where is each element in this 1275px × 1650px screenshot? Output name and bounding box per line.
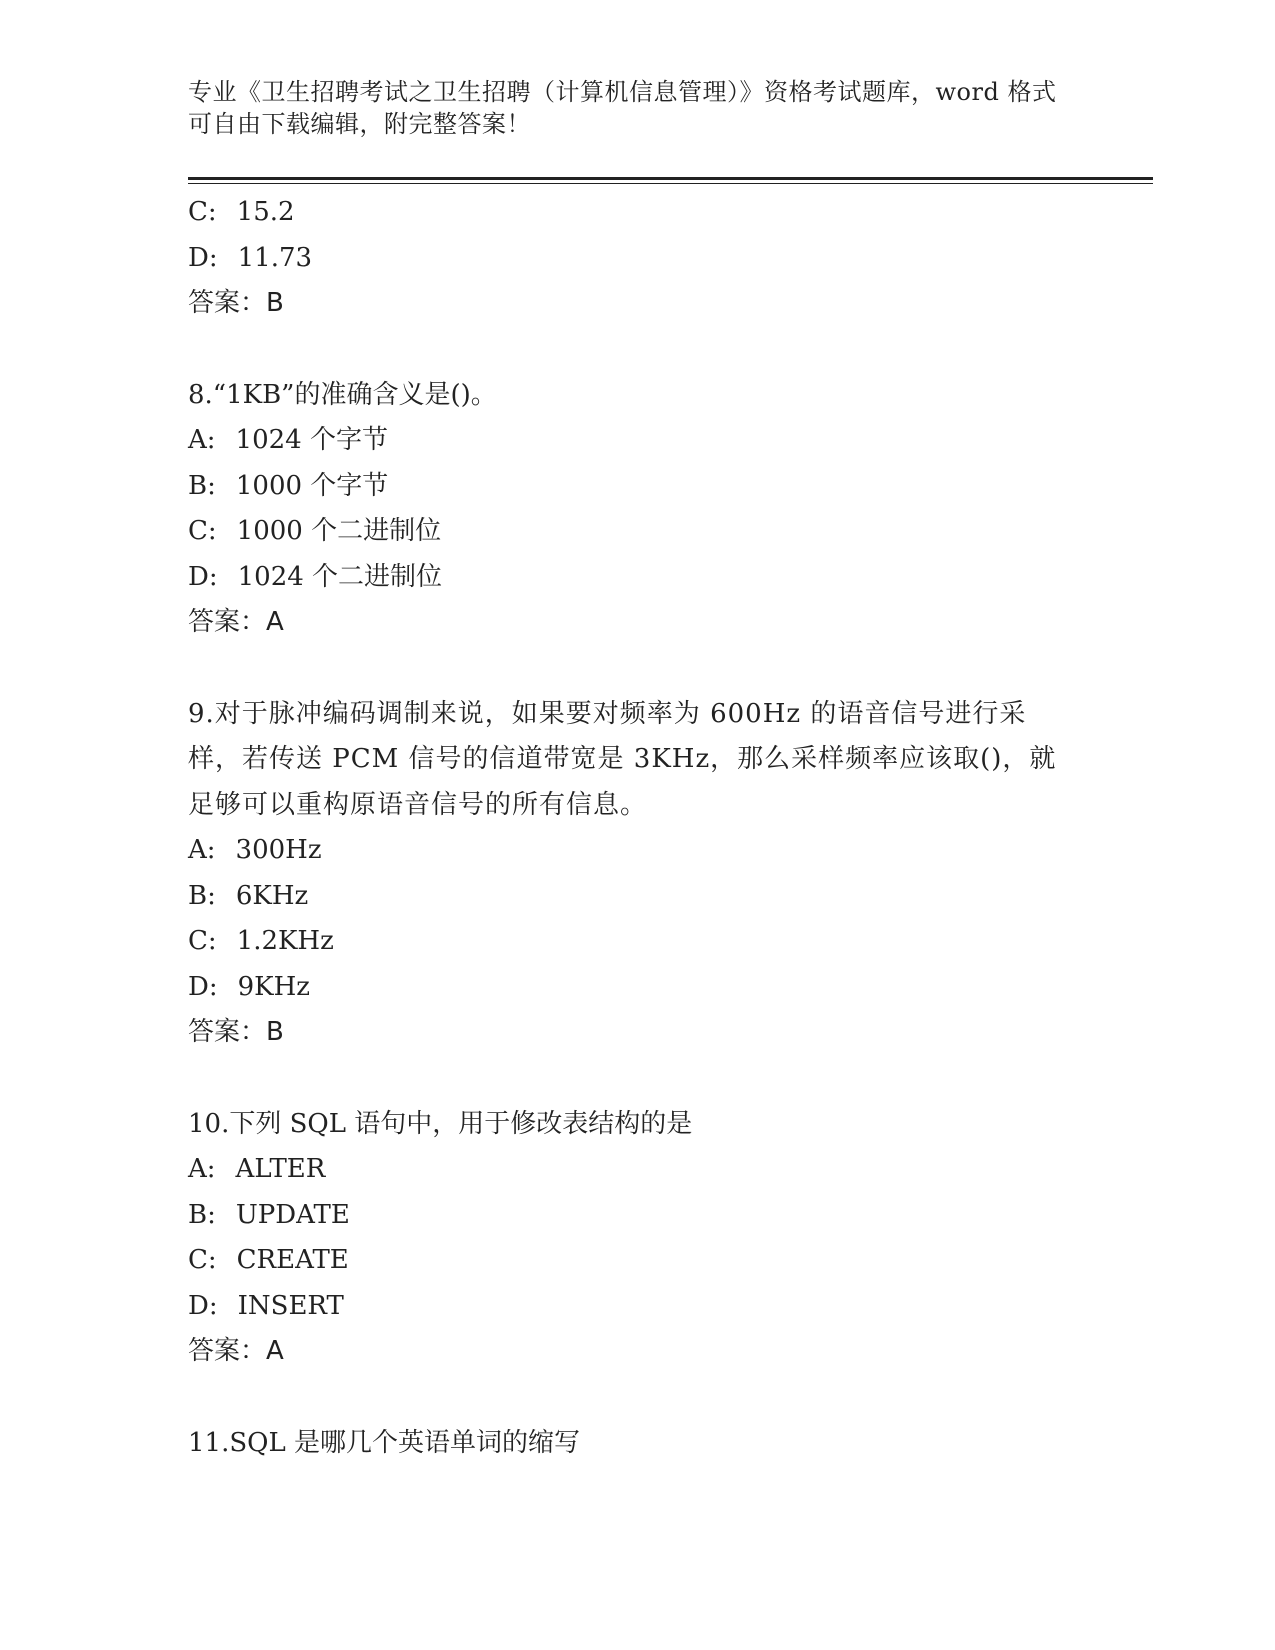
question-stem: 8.“1KB”的准确含义是()。 [188,379,497,410]
question-stem-line-1: 9.对于脉冲编码调制来说，如果要对频率为 600Hz 的语音信号进行采 [188,698,1027,729]
option-d: D: INSERT [188,1290,344,1321]
option-a: A: 300Hz [188,835,322,865]
option-d: D: 9KHz [188,971,310,1002]
question-stem: 10.下列 SQL 语句中，用于修改表结构的是 [188,1108,693,1139]
answer-line: 答案：A [188,1336,284,1366]
question-list [188,190,1068,1466]
option-c: C: 1000 个二进制位 [188,516,442,546]
answer-line: 答案：B [188,1017,284,1047]
question-stem: 11.SQL 是哪几个英语单词的缩写 [188,1427,581,1458]
option-c: C: 1.2KHz [188,926,334,956]
option-c: C: 15.2 [188,197,295,227]
header-line-2: 可自由下载编辑，附完整答案！ [188,110,531,138]
header-divider-thin [188,183,1153,184]
answer-line: 答案：A [188,607,284,637]
option-d: D: 1024 个二进制位 [188,561,443,592]
question-stem-line-3: 足够可以重构原语音信号的所有信息。 [188,789,648,820]
answer-line: 答案：B [188,288,284,318]
document-header [188,76,1068,140]
option-b: B: 1000 个字节 [188,470,389,501]
option-b: B: 6KHz [188,880,309,911]
question-11 [188,1421,1068,1467]
question-8 [188,373,1068,646]
header-line-1: 专业《卫生招聘考试之卫生招聘（计算机信息管理）》资格考试题库，word 格式 [188,78,1057,106]
option-d: D: 11.73 [188,242,313,273]
question-stem-line-2: 样，若传送 PCM 信号的信道带宽是 3KHz，那么采样频率应该取()，就 [188,744,1057,774]
question-9 [188,692,1068,1056]
option-a: A: 1024 个字节 [188,425,388,455]
header-divider-thick [188,177,1153,180]
question-7-continued [188,190,1068,327]
option-c: C: CREATE [188,1245,349,1275]
option-a: A: ALTER [188,1154,326,1184]
question-10 [188,1102,1068,1375]
option-b: B: UPDATE [188,1199,350,1230]
